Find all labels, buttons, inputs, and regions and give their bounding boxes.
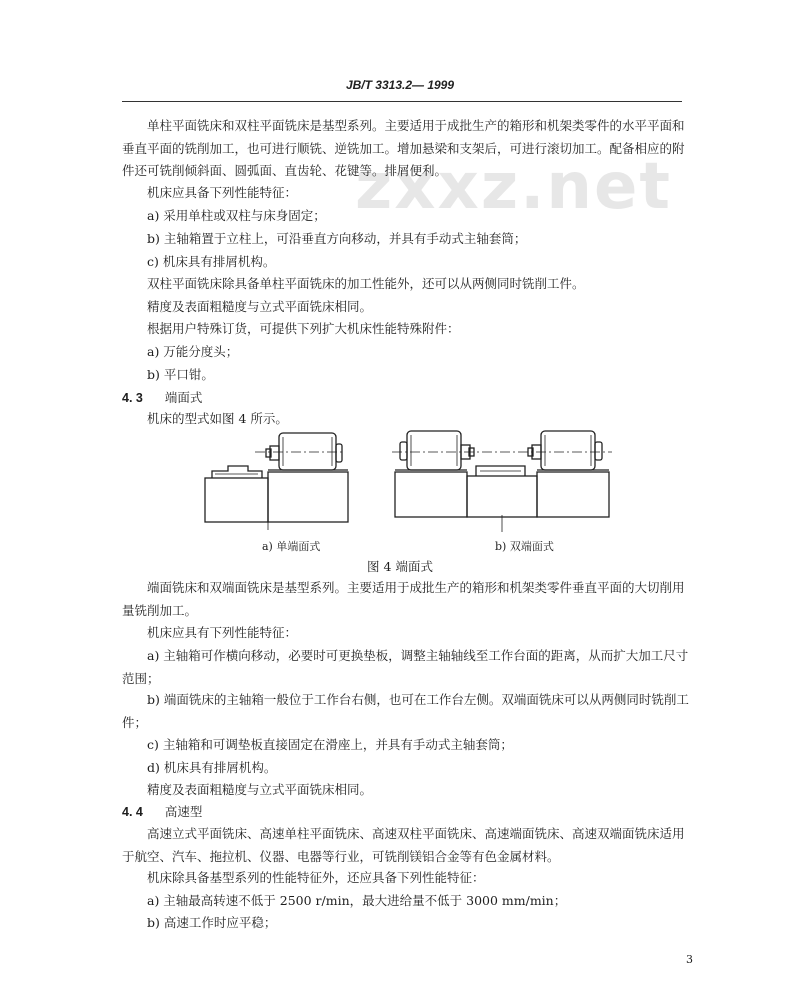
list-item-d: d) 机床具有排屑机构。: [147, 760, 277, 775]
figure-caption-a: a) 单端面式: [262, 540, 321, 553]
list-item-b: b) 高速工作时应平稳；: [147, 915, 277, 930]
single-end-face-machine: [205, 433, 348, 530]
list-item-c: c) 机床具有排屑机构。: [147, 254, 276, 269]
list-item-b: b) 平口钳。: [147, 367, 214, 382]
section-number: 4. 3: [122, 391, 143, 405]
double-end-face-machine: [392, 431, 612, 532]
section-title: 端面式: [164, 390, 203, 405]
list-item-b: b) 主轴箱置于立柱上，可沿垂直方向移动，并具有手动式主轴套筒；: [147, 231, 527, 246]
paragraph-precision: 精度及表面粗糙度与立式平面铣床相同。: [147, 782, 373, 797]
paragraph-intro: 单柱平面铣床和双柱平面铣床是基型系列。主要适用于成批生产的箱形和机架类零件的水平平面和垂直平面的铣削加工，也可进行顺铣、逆铣加工。增加悬梁和支架后，可进行滚切加工。配备相应的附件还可铣削倾斜面、圆弧面、直齿轮、花键等。排屑便利。: [122, 118, 685, 178]
section-heading-4-3: [122, 387, 202, 409]
paragraph-end-face-intro: 端面铣床和双端面铣床是基型系列。主要适用于成批生产的箱形和机架类零件垂直平面的大切削用量铣削加工。: [122, 580, 685, 618]
figure-title: 图 4 端面式: [367, 559, 433, 574]
paragraph-figure-ref: 机床的型式如图 4 所示。: [147, 411, 288, 426]
list-item-a: a) 采用单柱或双柱与床身固定；: [147, 208, 326, 223]
section-title: 高速型: [164, 804, 203, 819]
list-item-c: c) 主轴箱和可调垫板直接固定在滑座上，并具有手动式主轴套筒；: [147, 737, 513, 752]
document-header: JB/T 3313.2— 1999: [345, 78, 455, 92]
header-rule: [122, 101, 682, 102]
page-number: 3: [686, 953, 693, 966]
paragraph-features-lead: 机床应具备下列性能特征：: [147, 185, 298, 200]
watermark: zxxz.net: [355, 150, 672, 224]
paragraph-accessories-lead: 根据用户特殊订货，可提供下列扩大机床性能特殊附件：: [147, 321, 460, 336]
section-number: 4. 4: [122, 805, 143, 819]
list-item-a: a) 万能分度头；: [147, 344, 239, 359]
list-item-a: a) 主轴最高转速不低于 2500 r/min，最大进给量不低于 3000 mm/min；: [147, 893, 567, 908]
list-item-b: b) 端面铣床的主轴箱一般位于工作台右侧，也可在工作台左侧。双端面铣床可以从两侧同时铣削工件；: [122, 692, 689, 730]
paragraph-features-lead: 机床应具有下列性能特征：: [147, 625, 298, 640]
section-heading-4-4: [122, 801, 202, 823]
paragraph-double-column: 双柱平面铣床除具备单柱平面铣床的加工性能外，还可以从两侧同时铣削工件。: [147, 276, 585, 291]
paragraph-features-lead: 机床除具备基型系列的性能特征外，还应具备下列性能特征：: [147, 870, 485, 885]
figure-caption-b: b) 双端面式: [495, 540, 554, 553]
paragraph-high-speed-intro: 高速立式平面铣床、高速单柱平面铣床、高速双柱平面铣床、高速端面铣床、高速双端面铣床适用于航空、汽车、拖拉机、仪器、电器等行业，可铣削镁铝合金等有色金属材料。: [122, 826, 685, 864]
list-item-a: a) 主轴箱可作横向移动，必要时可更换垫板，调整主轴轴线至工作台面的距离，从而扩大加工尺寸范围；: [122, 648, 689, 686]
paragraph-precision: 精度及表面粗糙度与立式平面铣床相同。: [147, 299, 373, 314]
figure-4-diagram: [0, 420, 800, 560]
